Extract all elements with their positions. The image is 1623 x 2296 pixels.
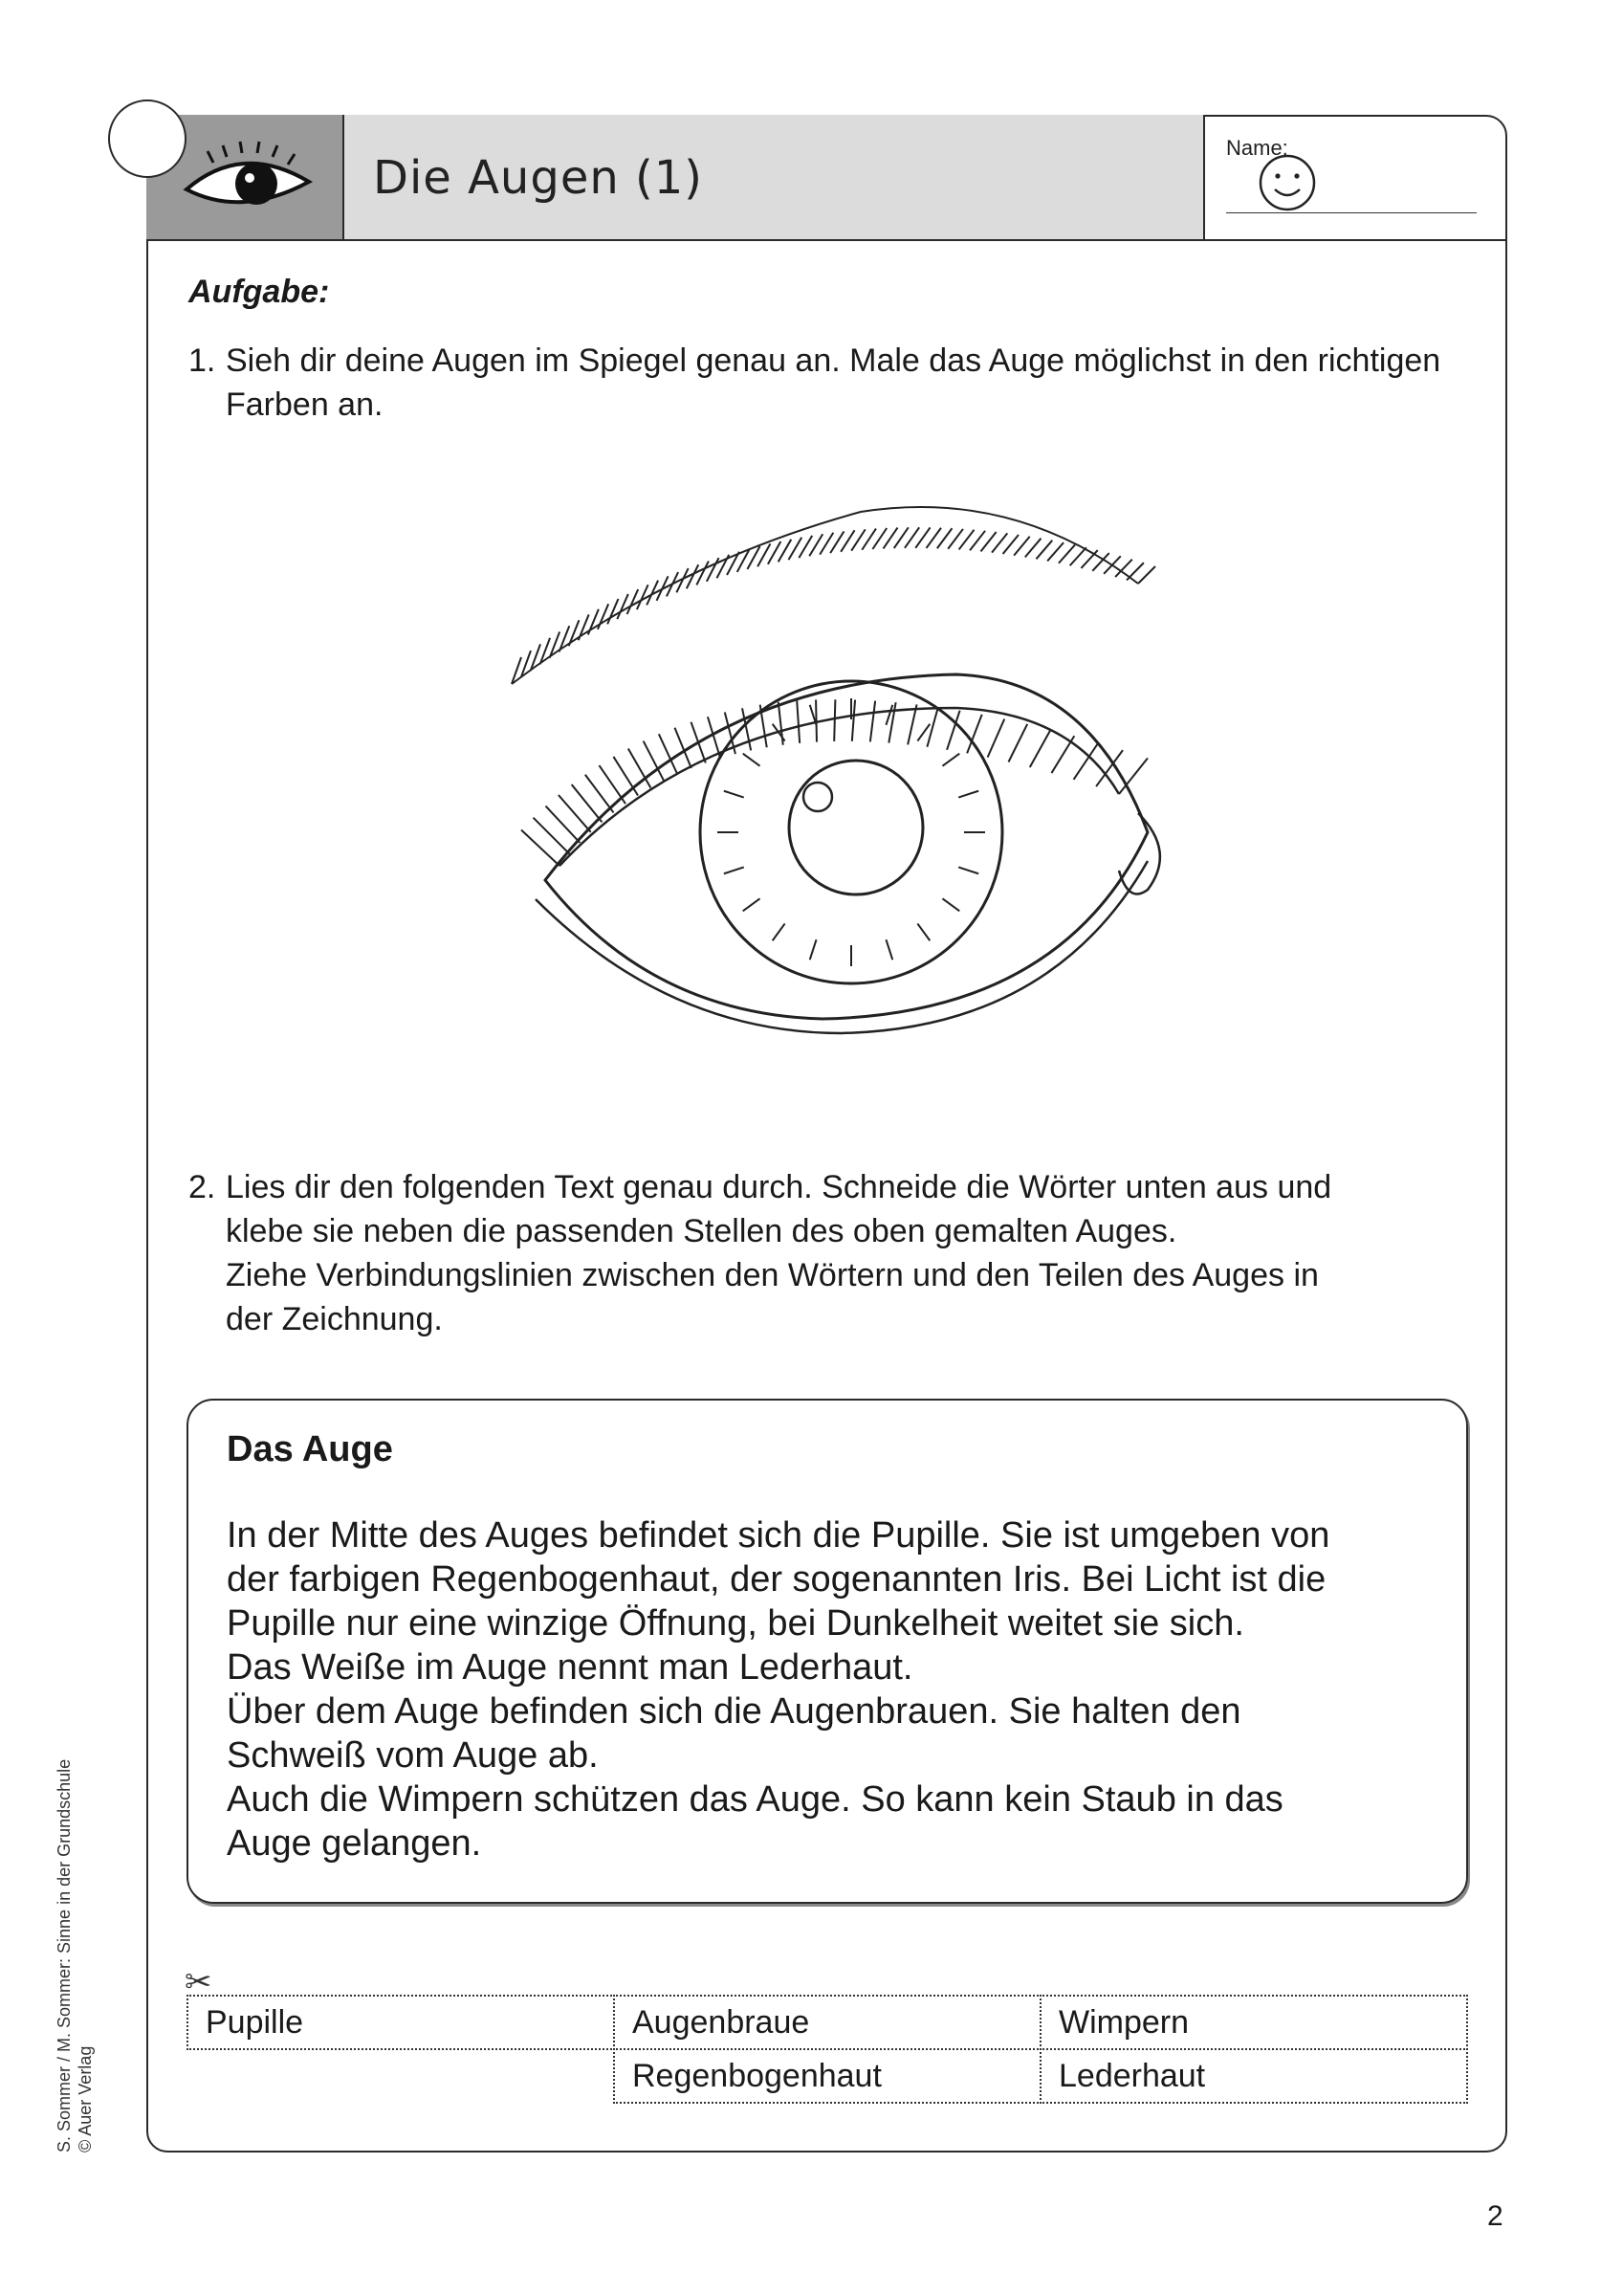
task-2-line: Lies dir den folgenden Text genau durch. Schneide die Wörter unten aus und: [226, 1169, 1332, 1205]
info-line: Auch die Wimpern schützen das Auge. So kann kein Staub in das: [227, 1779, 1283, 1820]
side-credit: [54, 1759, 96, 2152]
punch-hole: [108, 99, 186, 178]
task-1: [188, 339, 1470, 427]
info-line: Auge gelangen.: [227, 1823, 482, 1864]
task-2-line: klebe sie neben die passenden Stellen des oben gemalten Auges.: [226, 1213, 1177, 1249]
info-line: Pupille nur eine winzige Öffnung, bei Dunkelheit weitet sie sich.: [227, 1603, 1244, 1644]
info-text: [227, 1513, 1441, 1866]
info-line: In der Mitte des Auges befindet sich die Pupille. Sie ist umgeben von: [227, 1515, 1330, 1556]
pupil: [789, 761, 923, 894]
name-line[interactable]: [1226, 212, 1477, 213]
scissors-icon: ✂: [185, 1964, 212, 2000]
name-field-box: [1203, 115, 1505, 239]
page-title: Die Augen (1): [373, 151, 704, 205]
title-box: [342, 115, 1203, 239]
task-2: [188, 1165, 1470, 1341]
task-heading: Aufgabe:: [188, 274, 330, 310]
word-card[interactable]: Augenbraue: [613, 1995, 1042, 2050]
info-line: Über dem Auge befinden sich die Augenbrauen. Sie halten den: [227, 1691, 1241, 1732]
info-line: Das Weiße im Auge nennt man Lederhaut.: [227, 1647, 913, 1688]
eyebrow-outline: [512, 507, 1138, 684]
word-card[interactable]: Wimpern: [1040, 1995, 1468, 2050]
upper-lid: [559, 708, 1119, 866]
word-card[interactable]: Regenbogenhaut: [613, 2048, 1042, 2104]
tear-duct: [1119, 813, 1160, 894]
page-number: 2: [1487, 2200, 1503, 2232]
eyelashes: [521, 699, 1148, 866]
task-2-text: [226, 1165, 1470, 1341]
task-2-number: 2.: [188, 1169, 216, 1205]
info-line: der farbigen Regenbogenhaut, der sogenannten Iris. Bei Licht ist die: [227, 1559, 1327, 1600]
eyebrow-hairs: [512, 527, 1155, 684]
word-card[interactable]: Lederhaut: [1040, 2048, 1468, 2104]
task-1-number: 1.: [188, 342, 216, 379]
info-line: Schweiß vom Auge ab.: [227, 1735, 599, 1776]
task-2-line: Ziehe Verbindungslinien zwischen den Wörtern und den Teilen des Auges in: [226, 1257, 1319, 1293]
info-box: [186, 1399, 1468, 1904]
side-credit-line: © Auer Verlag: [76, 2045, 95, 2152]
eye-illustration: [478, 497, 1186, 1091]
word-card[interactable]: Pupille: [186, 1995, 615, 2050]
eye-outline: [545, 674, 1148, 1019]
info-title: Das Auge: [227, 1429, 393, 1469]
side-credit-line: S. Sommer / M. Sommer: Sinne in der Grundschule: [55, 1758, 74, 2152]
name-label: Name:: [1226, 136, 1288, 160]
worksheet-header: [146, 115, 1507, 241]
task-2-line: der Zeichnung.: [226, 1301, 443, 1337]
task-1-text: Sieh dir deine Augen im Spiegel genau an. Male das Auge möglichst in den richtigen Farben an.: [226, 342, 1441, 423]
pupil-highlight: [803, 783, 832, 811]
